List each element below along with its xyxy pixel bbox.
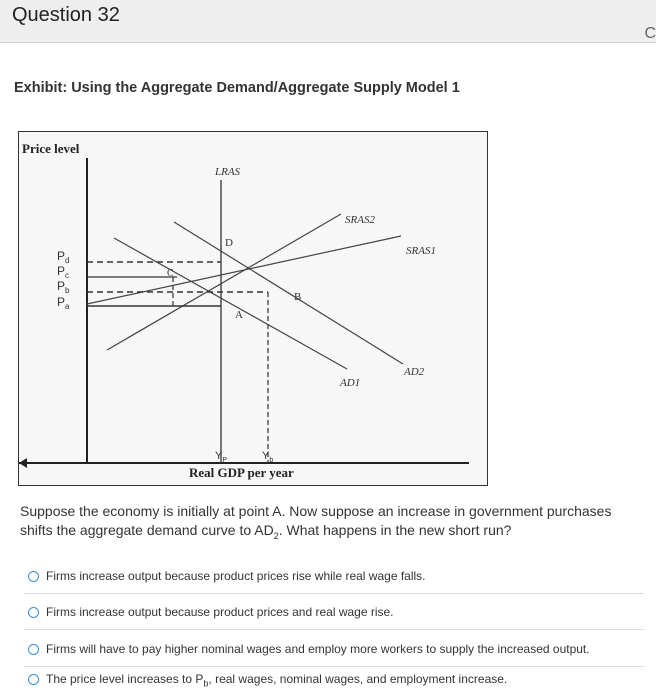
lras-label: LRAS [215,166,241,178]
answer-option-2[interactable] [24,601,644,631]
sras2-line [107,214,341,350]
option-label: Firms increase output because product prices rise while real wage falls. [46,569,426,583]
option-label: Firms will have to pay higher nominal wages and employ more workers to supply the increased output. [46,642,590,656]
header-cut-off-text: C [644,25,656,42]
point-d-label: D [225,237,233,249]
pb-tick: $P_b$ [57,279,70,295]
question-title: Question 32 [12,4,120,26]
pd-tick: $P_d$ [57,249,70,265]
sras1-label: SRAS1 [406,245,436,257]
ad-as-chart-svg [19,132,487,485]
radio-button[interactable] [28,674,39,685]
pc-tick: $P_c$ [57,264,70,280]
pa-tick: $P_a$ [57,295,70,311]
x-axis-label: Real GDP per year [189,465,294,480]
question-text: Suppose the economy is initially at point A. Now suppose an increase in government purchases shifts the aggregate demand curve to $AD_2$. What happens in the new short run? [20,503,612,541]
answer-option-1[interactable] [24,565,644,595]
option-divider [24,666,644,667]
ad2-label: AD2 [404,366,425,378]
option-divider [24,593,644,594]
radio-button[interactable] [28,607,39,618]
exhibit-title: Exhibit: Using the Aggregate Demand/Aggregate Supply Model 1 [14,80,460,96]
yb-tick: $Y_b$ [262,450,274,464]
x-axis-arrow-icon [19,458,27,468]
sras2-label: SRAS2 [345,214,375,226]
point-c-label: C [167,268,174,279]
answer-option-3[interactable] [24,638,644,668]
option-divider [24,629,644,630]
ad1-label: AD1 [340,377,361,389]
option-label: The price level increases to $P_b$, real wages, nominal wages, and employment increase. [46,672,508,689]
point-b-label: B [294,291,302,303]
y-axis-label: Price level [22,141,80,156]
question-header [0,0,656,43]
ad-as-chart [18,131,488,486]
yp-tick: $Y_P$ [215,450,228,464]
point-a-label: A [235,309,243,321]
radio-button[interactable] [28,571,39,582]
option-label: Firms increase output because product prices and real wage rise. [46,605,394,619]
radio-button[interactable] [28,644,39,655]
answer-option-4[interactable] [24,668,644,698]
